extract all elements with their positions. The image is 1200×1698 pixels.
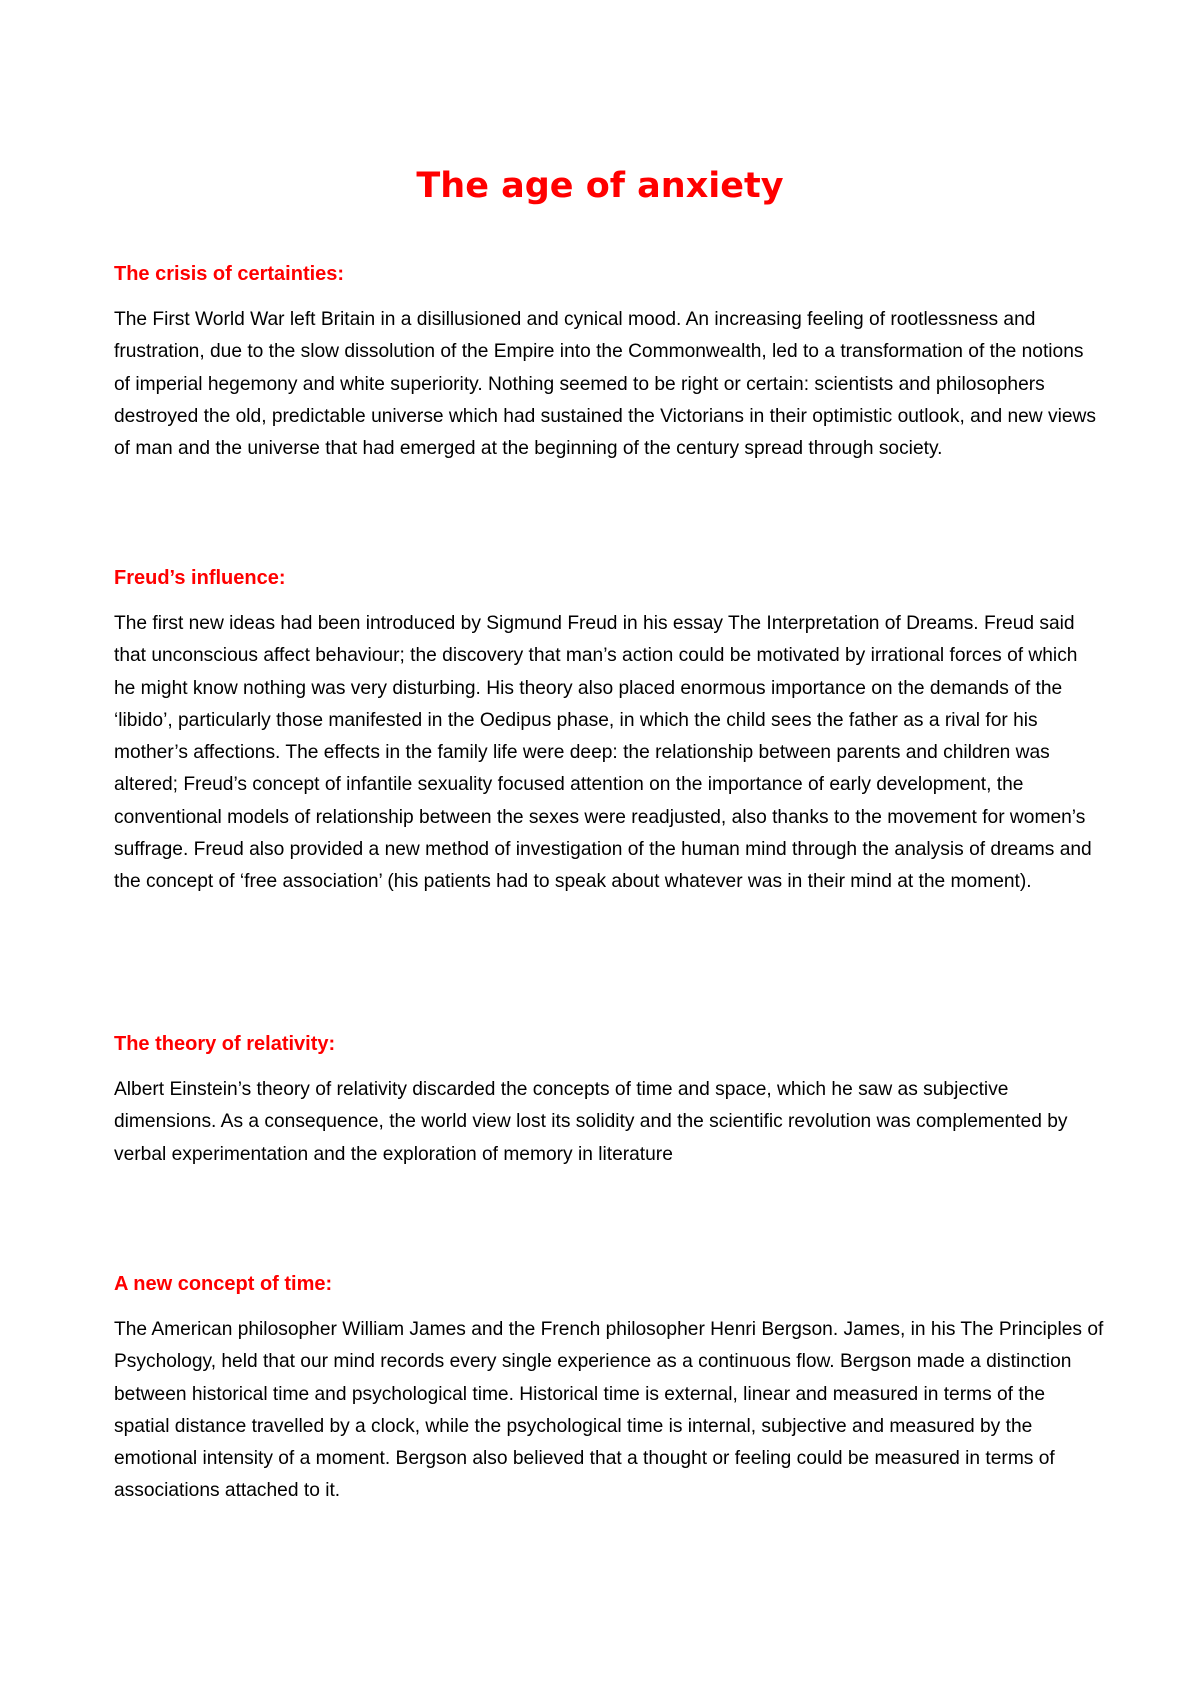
page-title: The age of anxiety	[416, 166, 784, 207]
section-paragraph: The first new ideas had been introduced by Sigmund Freud in his essay The Interpretation of Dreams. Freud said that unconscious affect behaviour; the discovery that man’s action could be motivated by irrational forces of which he might know nothing was very disturbing. His theory also placed enormous importance on the demands of the ‘libido’, particularly those manifested in the Oedipus phase, in which the child sees the father as a rival for his mother’s affections. The effects in the family life were deep: the relationship between parents and children was altered; Freud’s concept of infantile sexuality focused attention on the importance of early development, the conventional models of relationship between the sexes were readjusted, also thanks to the movement for women’s suffrage. Freud also provided a new method of investigation of the human mind through the analysis of dreams and the concept of ‘free association’ (his patients had to speak about whatever was in their mind at the moment).	[114, 613, 1092, 893]
section-heading: Freud’s influence:	[114, 567, 286, 589]
section-heading: The crisis of certainties:	[114, 263, 345, 285]
section-theory-of-relativity	[114, 1032, 1104, 1171]
section-freuds-influence	[114, 566, 1104, 899]
section-heading: A new concept of time:	[114, 1273, 333, 1295]
section-crisis-of-certainties	[114, 262, 1104, 465]
section-paragraph: Albert Einstein’s theory of relativity discarded the concepts of time and space, which he saw as subjective dimensions. As a consequence, the world view lost its solidity and the scientific revolution was complemented by verbal experimentation and the exploration of memory in literature	[114, 1079, 1068, 1165]
section-paragraph: The American philosopher William James and the French philosopher Henri Bergson. James, in his The Principles of Psychology, held that our mind records every single experience as a continuous flow. Bergson made a distinction between historical time and psychological time. Historical time is external, linear and measured in terms of the spatial distance travelled by a clock, while the psychological time is internal, subjective and measured by the emotional intensity of a moment. Bergson also believed that a thought or feeling could be measured in terms of associations attached to it.	[114, 1319, 1104, 1502]
section-paragraph: The First World War left Britain in a disillusioned and cynical mood. An increasing feeling of rootlessness and frustration, due to the slow dissolution of the Empire into the Commonwealth, led to a transformation of the notions of imperial hegemony and white superiority. Nothing seemed to be right or certain: scientists and philosophers destroyed the old, predictable universe which had sustained the Victorians in their optimistic outlook, and new views of man and the universe that had emerged at the beginning of the century spread through society.	[114, 309, 1096, 460]
section-new-concept-of-time	[114, 1272, 1104, 1508]
section-heading: The theory of relativity:	[114, 1033, 336, 1055]
